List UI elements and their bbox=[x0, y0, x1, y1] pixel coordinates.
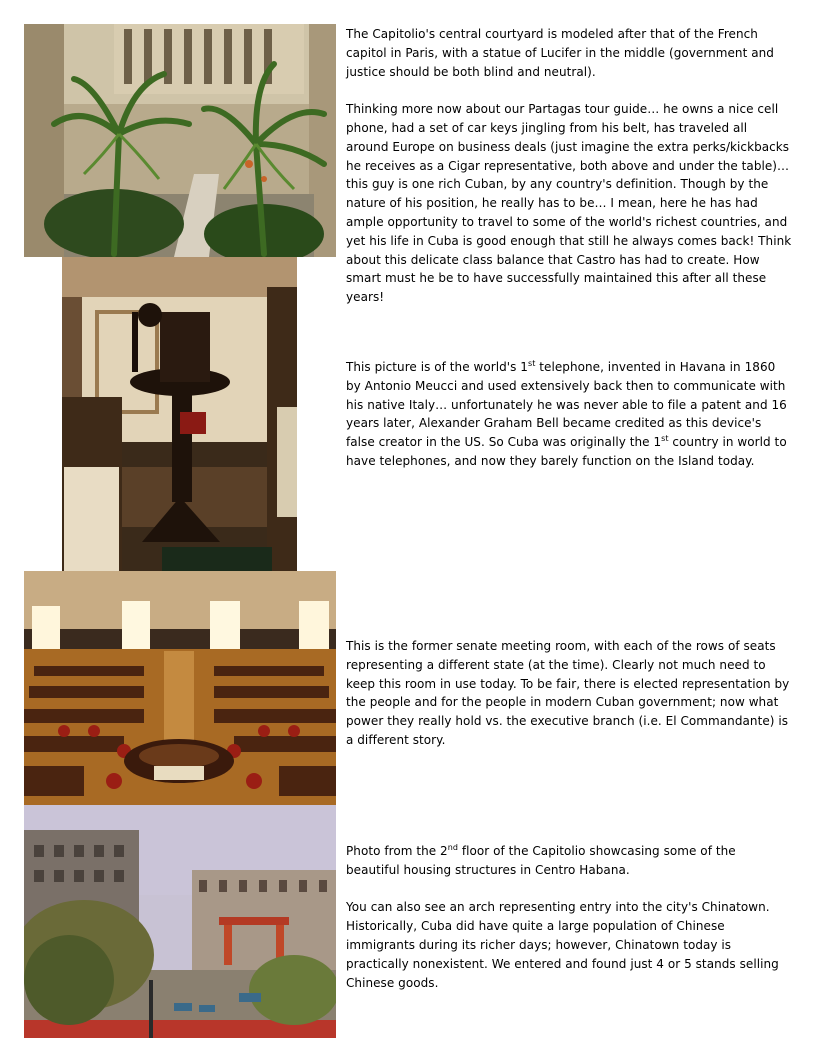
centro-habana-photo bbox=[24, 805, 336, 1038]
first-telephone-photo bbox=[62, 257, 297, 571]
capitolio-courtyard-photo bbox=[24, 24, 336, 257]
senate-room-photo bbox=[24, 571, 336, 805]
telephone-text bbox=[346, 358, 792, 471]
telephone-paragraph: This picture is of the world's 1st telephone, invented in Havana in 1860 by Antonio Meucci and used extensively back then to communicate with his native Italy… unfortunately he was never able to file a patent and 16 years later, Alexander Graham Bell became credited as this device's false creator in the US. So Cuba was originally the 1st country in world to have telephones, and now they barely function on the Island today. bbox=[346, 359, 787, 468]
courtyard-text bbox=[346, 25, 792, 307]
centro-habana-paragraph: Photo from the 2nd floor of the Capitolio showcasing some of the beautiful housing structures in Centro Habana. bbox=[346, 843, 736, 877]
chinatown-paragraph: You can also see an arch representing entry into the city's Chinatown. Historically, Cuba did have quite a large population of Chinese immigrants during its richer days; however, Chinatown today is practically nonexistent. We entered and found just 4 or 5 stands selling Chinese goods. bbox=[346, 900, 779, 990]
senate-text bbox=[346, 637, 792, 750]
tour-guide-paragraph: Thinking more now about our Partagas tour guide… he owns a nice cell phone, had a set of car keys jingling from his belt, has traveled all around Europe on business deals (just imagine the extra perks/kickbacks he receives as a Cigar representative, both above and under the table)… this guy is one rich Cuban, by any country's definition. Though by the nature of his position, he really has to be… I mean, here he has had ample opportunity to travel to some of the world's richest countries, and yet his life in Cuba is good enough that still he always comes back! Think about this delicate class balance that Castro has had to create. How smart must he be to have successfully maintained this after all these years! bbox=[346, 102, 792, 305]
courtyard-paragraph: The Capitolio's central courtyard is modeled after that of the French capitol in Paris, with a statue of Lucifer in the middle (government and justice should be both blind and neutral). bbox=[346, 27, 774, 79]
centro-habana-text bbox=[346, 842, 792, 992]
senate-paragraph: This is the former senate meeting room, with each of the rows of seats representing a different state (at the time). Clearly not much need to keep this room in use today. To be fair, there is elected representation by the people and for the people in modern Cuban government; now what power they really hold vs. the executive branch (i.e. El Commandante) is a different story. bbox=[346, 639, 790, 747]
